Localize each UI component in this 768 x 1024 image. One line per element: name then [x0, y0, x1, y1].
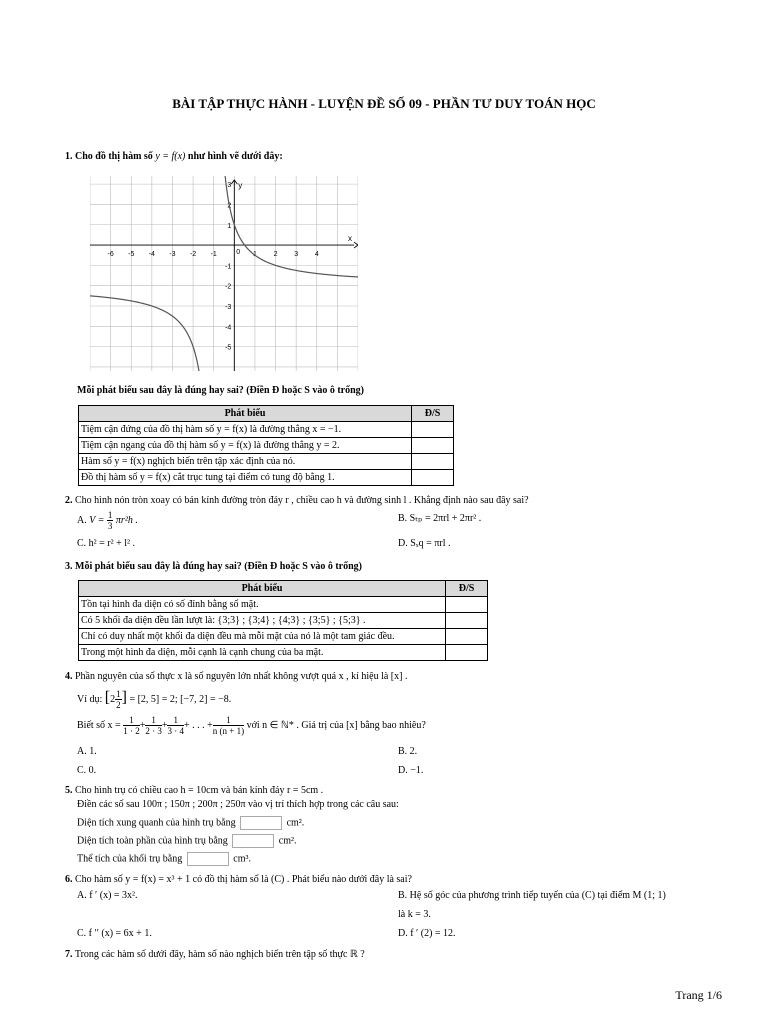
q7-prompt: [65, 948, 365, 961]
q4-option-c[interactable]: C. 0.: [77, 765, 97, 776]
q6-option-a[interactable]: A. f ′ (x) = 3x².: [77, 890, 138, 901]
q1-expr: y = f(x): [155, 151, 186, 162]
q2-option-b[interactable]: B. Sₜₚ = 2πrl + 2πr² .: [398, 513, 482, 524]
x-tick-label: -4: [148, 251, 155, 259]
y-tick-label: -2: [225, 283, 232, 291]
fraction-denominator: 3 · 4: [167, 726, 184, 737]
q3-answer-cell-2[interactable]: [446, 613, 488, 629]
curve-right-branch: [225, 176, 358, 277]
x-tick-label: -5: [128, 251, 135, 259]
q4-dots: + . . . +: [183, 720, 213, 731]
q4-given-suffix: với n ∈ ℕ* . Giá trị của [x] bằng bao nhiêu?: [246, 720, 426, 731]
q5-line-2-label: Diện tích toàn phần của hình trụ bằng: [77, 835, 228, 847]
q4-given-prefix: Biết số x =: [77, 720, 121, 731]
q1-statement-1: Tiệm cận đứng của đồ thị hàm số y = f(x) là đường thẳng x = −1.: [79, 422, 412, 438]
q6-option-b[interactable]: B. Hệ số góc của phương trình tiếp tuyến của (C) tại điểm M (1; 1): [398, 890, 666, 901]
q5-number: 5.: [65, 785, 73, 796]
fraction-denominator: 3: [107, 521, 113, 531]
q4-option-b[interactable]: B. 2.: [398, 746, 418, 757]
q4-number: 4.: [65, 671, 73, 682]
table-row: [79, 597, 488, 613]
q3-statement-2: Có 5 khối đa diện đều lần lượt là: {3;3} ; {3;4} ; {4;3} ; {3;5} ; {5;3} .: [79, 613, 446, 629]
page-title: BÀI TẬP THỰC HÀNH - LUYỆN ĐỀ SỐ 09 - PHẦN TƯ DUY TOÁN HỌC: [172, 96, 596, 111]
table-row: [79, 422, 454, 438]
q3-header-statement: Phát biểu: [79, 581, 446, 597]
q5-line-1-label: Diện tích xung quanh của hình trụ bằng: [77, 817, 236, 829]
table-row: [79, 470, 454, 486]
fraction-denominator: 2 · 3: [145, 726, 162, 737]
q1-header-ds: Đ/S: [412, 406, 454, 422]
fraction-numerator: 1: [167, 715, 184, 726]
q1-statement-4: Đồ thị hàm số y = f(x) cắt trục tung tại điểm có tung độ bằng 1.: [79, 470, 412, 486]
q6-text: Cho hàm số y = f(x) = x³ + 1 có đồ thị hàm số là (C) . Phát biểu nào dưới đây là sai?: [75, 874, 412, 885]
q5-line-3: [77, 852, 251, 866]
q6-option-b-continued: là k = 3.: [398, 909, 431, 920]
q2-option-c[interactable]: C. h² = r² + l² .: [77, 538, 136, 549]
q4-text: Phần nguyên của số thực x là số nguyên lớn nhất không vượt quá x , kí hiệu là [x] .: [75, 671, 408, 682]
fraction-numerator: 1: [145, 715, 162, 726]
y-tick-label: 2: [227, 202, 232, 210]
q5-blank-3[interactable]: [187, 852, 229, 866]
q4-fraction-4: [213, 715, 244, 736]
table-row: [79, 629, 488, 645]
x-tick-label: 4: [314, 251, 319, 259]
q5-line-3-unit: cm³.: [233, 853, 251, 865]
function-graph: [90, 176, 358, 371]
x-tick-label: 3: [294, 251, 299, 259]
y-tick-label: 1: [227, 222, 232, 230]
q4-given: Biết số x = $\frac{1}{1 \cdot 2}$ + $\frac{1}{2 \cdot 3}$ + $\frac{1}{3 \cdot 4}$ + . . . + $\frac{1}{n (n + 1)}$ với n ∈ ℕ* . Giá trị của [x] bằng bao nhiêu?: [77, 715, 426, 737]
bracket-close: ]: [121, 689, 127, 706]
q2-option-a-label: A.: [77, 514, 87, 526]
bracket-open: [: [104, 689, 111, 706]
q3-table: [78, 580, 488, 661]
fraction-denominator: 2: [116, 700, 121, 711]
q1-statement-2: Tiệm cận ngang của đồ thị hàm số y = f(x) là đường thẳng y = 2.: [79, 438, 412, 454]
fraction-numerator: 1: [123, 715, 140, 726]
q2-option-d[interactable]: D. Sₓq = πrl .: [398, 538, 451, 549]
x-tick-label: 2: [273, 251, 278, 259]
q4-prompt: [65, 670, 407, 683]
q1-header-statement: Phát biểu: [79, 406, 412, 422]
q6-option-c[interactable]: C. f ′′ (x) = 6x + 1.: [77, 928, 152, 939]
x-tick-label: -2: [189, 251, 197, 259]
q4-fraction-3: [167, 715, 184, 736]
origin-label: 0: [236, 249, 241, 257]
q2-number: 2.: [65, 495, 73, 506]
q3-header-ds: Đ/S: [446, 581, 488, 597]
q3-instruction: Mỗi phát biểu sau đây là đúng hay sai? (Điền Đ hoặc S vào ô trống): [75, 561, 362, 572]
q7-text: Trong các hàm số dưới đây, hàm số nào nghịch biến trên tập số thực ℝ ?: [74, 949, 365, 960]
q7-number: 7.: [65, 949, 73, 960]
q4-example-rest: = [2, 5] = 2; [−7, 2] = −8.: [129, 694, 232, 705]
q2-option-a[interactable]: [77, 510, 138, 531]
q1-prompt: [65, 150, 283, 163]
q1-text-a: Cho đồ thị hàm số: [75, 151, 153, 162]
q3-answer-cell-3[interactable]: [446, 629, 488, 645]
fraction-numerator: 1: [107, 510, 113, 520]
q5-line-1-unit: cm².: [286, 817, 305, 829]
q2-option-a-fraction: [107, 510, 114, 531]
q6-number: 6.: [65, 874, 73, 885]
q1-answer-cell-2[interactable]: [412, 438, 454, 454]
q3-answer-cell-1[interactable]: [446, 597, 488, 613]
q4-fraction-2: [145, 715, 162, 736]
table-row: [79, 454, 454, 470]
q4-example-prefix: Ví dụ:: [77, 694, 103, 705]
x-tick-label: 1: [252, 251, 257, 259]
q4-example: [77, 686, 231, 710]
curve-left-branch: [90, 296, 200, 371]
table-row: [79, 645, 488, 661]
q1-answer-cell-4[interactable]: [412, 470, 454, 486]
q4-option-d[interactable]: D. −1.: [398, 765, 424, 776]
q5-line-2: [77, 834, 297, 848]
page-number: Trang 1/6: [675, 988, 722, 1002]
q3-statement-3: Chỉ có duy nhất một khối đa diện đều mà mỗi mặt của nó là một tam giác đều.: [79, 629, 446, 645]
table-row: [79, 613, 488, 629]
fraction-denominator: 1 · 2: [123, 726, 140, 737]
q3-statement-1: Tồn tại hình đa diện có số đỉnh bằng số mặt.: [79, 597, 446, 613]
x-tick-label: -3: [169, 251, 176, 259]
q2-option-a-lhs: V =: [89, 514, 107, 526]
fraction-numerator: 1: [213, 715, 244, 726]
q3-number: 3.: [65, 561, 73, 572]
y-tick-label: -1: [225, 263, 232, 271]
fraction-numerator: 1: [116, 689, 121, 700]
fraction-denominator: n (n + 1): [212, 726, 245, 737]
q3-prompt: [65, 560, 362, 573]
q4-fraction-1: [123, 715, 140, 736]
q1-table: [78, 405, 454, 486]
q5-blank-2[interactable]: [232, 834, 274, 848]
q1-number: 1.: [65, 151, 73, 162]
table-row: [79, 438, 454, 454]
q1-instruction: Mỗi phát biểu sau đây là đúng hay sai? (Điền Đ hoặc S vào ô trống): [77, 385, 364, 396]
q3-statement-4: Trong một hình đa diện, mỗi cạnh là cạnh chung của ba mặt.: [79, 645, 446, 661]
q6-prompt: [65, 873, 412, 886]
q2-text: Cho hình nón tròn xoay có bán kính đường tròn đáy r , chiều cao h và đường sinh l . Khẳng định nào sau đây sai?: [75, 495, 529, 506]
q1-text-b: như hình vẽ dưới đây:: [187, 151, 283, 162]
q5-text: Cho hình trụ có chiều cao h = 10cm và bán kính đáy r = 5cm .: [75, 785, 324, 796]
q1-statement-3: Hàm số y = f(x) nghịch biến trên tập xác định của nó.: [79, 454, 412, 470]
x-axis-label: x: [348, 234, 352, 244]
q5-blank-1[interactable]: [240, 816, 282, 830]
q5-line-1: [77, 816, 304, 830]
q5-line-2-unit: cm².: [278, 835, 297, 847]
y-tick-label: -3: [225, 304, 232, 311]
y-tick-label: 3: [227, 182, 232, 190]
q4-example-int: 2: [110, 694, 116, 705]
q3-answer-cell-4[interactable]: [446, 645, 488, 661]
x-tick-label: -1: [210, 251, 217, 259]
q5-text-2: Điền các số sau 100π ; 150π ; 200π ; 250π vào vị trí thích hợp trong các câu sau:: [77, 799, 399, 810]
y-axis-label: y: [238, 181, 243, 190]
q2-prompt: [65, 494, 529, 507]
q1-answer-cell-3[interactable]: [412, 454, 454, 470]
y-tick-label: -4: [225, 324, 232, 332]
q2-option-a-rhs: πr²h .: [115, 514, 138, 526]
x-tick-label: -6: [107, 251, 114, 259]
q1-answer-cell-1[interactable]: [412, 422, 454, 438]
q4-option-a[interactable]: A. 1.: [77, 746, 97, 757]
q5-prompt: [65, 784, 323, 797]
q6-option-d[interactable]: D. f ′ (2) = 12.: [398, 928, 456, 939]
q5-line-3-label: Thể tích của khối trụ bằng: [77, 853, 183, 865]
y-tick-label: -5: [225, 344, 232, 352]
